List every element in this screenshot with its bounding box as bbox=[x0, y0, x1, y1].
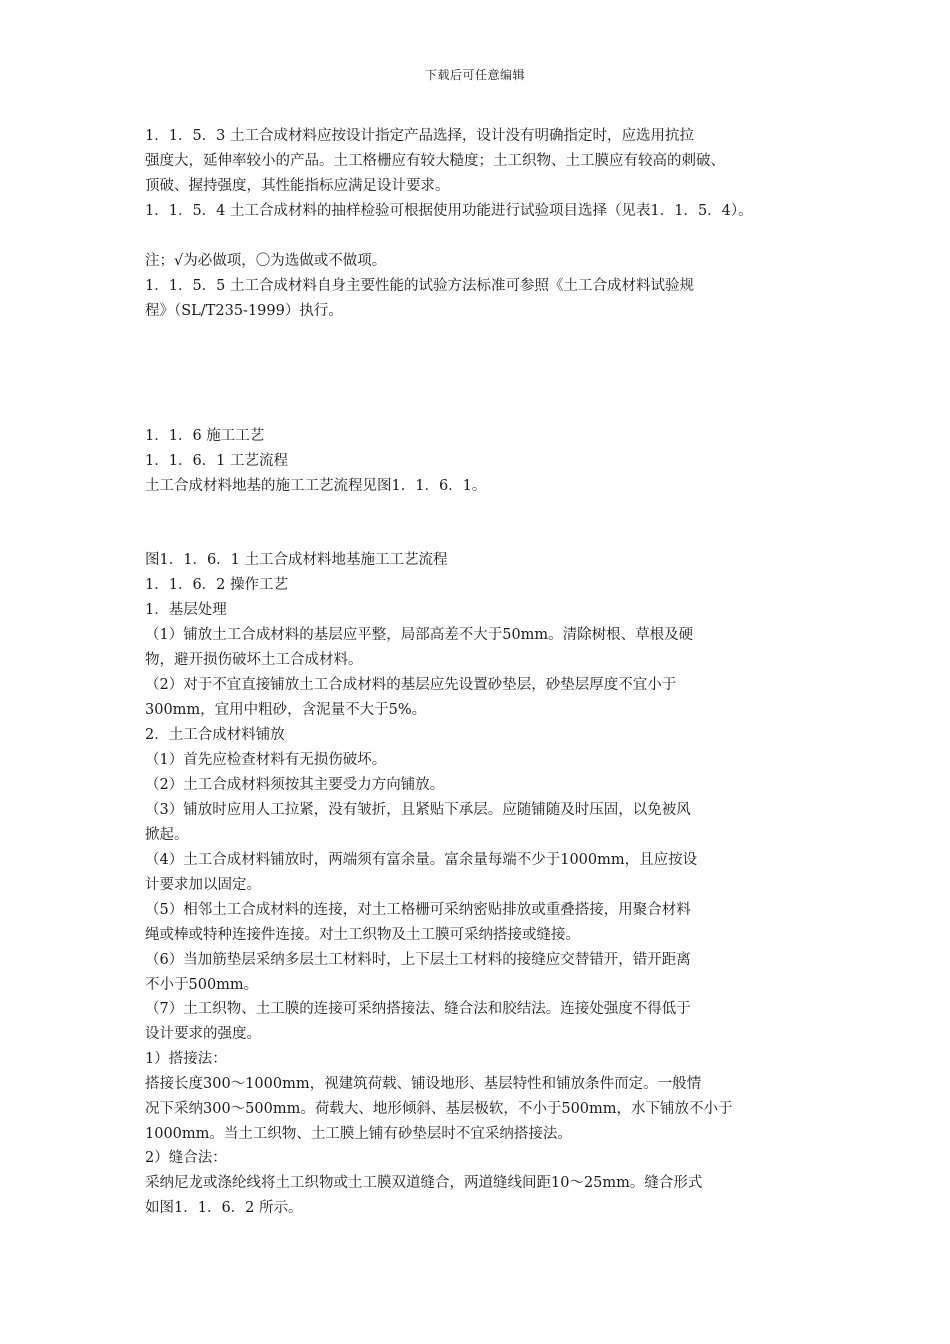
text-line: （5）相邻土工合成材料的连接，对土工格栅可采纳密贴排放或重叠搭接，用聚合材料 bbox=[145, 902, 691, 918]
text-line: 不小于500mm。 bbox=[145, 977, 259, 993]
text-line: 物，避开损伤破坏土工合成材料。 bbox=[145, 652, 363, 668]
text-line: 1．1．5．5 土工合成材料自身主要性能的试验方法标准可参照《土工合成材料试验规 bbox=[145, 278, 695, 294]
text-line: 采纳尼龙或涤纶线将土工织物或土工膜双道缝合，两道缝线间距10～25mm。缝合形式 bbox=[145, 1175, 703, 1191]
text-line: 1000mm。当土工织物、土工膜上铺有砂垫层时不宜采纳搭接法。 bbox=[145, 1126, 572, 1142]
text-line: 计要求加以固定。 bbox=[145, 877, 261, 893]
text-line: 程》（SL/T235-1999）执行。 bbox=[145, 303, 343, 319]
text-line: 1．1．5．4 土工合成材料的抽样检验可根据使用功能进行试验项目选择（见表1．1．5．4）。 bbox=[145, 203, 753, 219]
text-line: 顶破、握持强度，其性能指标应满足设计要求。 bbox=[145, 178, 450, 194]
text-line: 注；√为必做项，〇为选做或不做项。 bbox=[145, 253, 387, 269]
text-line: 况下采纳300～500mm。荷载大、地形倾斜、基层极软，不小于500mm，水下铺放不小于 bbox=[145, 1101, 733, 1117]
text-line: （4）土工合成材料铺放时，两端须有富余量。富余量每端不少于1000mm，且应按设 bbox=[145, 852, 698, 868]
subsection-heading: 1．1．6．1 工艺流程 bbox=[145, 453, 289, 469]
text-line: （1）铺放土工合成材料的基层应平整，局部高差不大于50mm。清除树根、草根及硬 bbox=[145, 627, 694, 643]
text-line: 1．基层处理 bbox=[145, 602, 227, 618]
text-line: 强度大，延伸率较小的产品。土工格栅应有较大糙度；土工织物、土工膜应有较高的刺破、 bbox=[145, 153, 725, 169]
text-line: （7）土工织物、土工膜的连接可采纳搭接法、缝合法和胶结法。连接处强度不得低于 bbox=[145, 1001, 691, 1017]
text-line: 设计要求的强度。 bbox=[145, 1026, 261, 1042]
subsection-heading: 1．1．6．2 操作工艺 bbox=[145, 577, 289, 593]
text-line: 2）缝合法： bbox=[145, 1150, 227, 1166]
text-line: 2．土工合成材料铺放 bbox=[145, 727, 285, 743]
text-line: （6）当加筋垫层采纳多层土工材料时，上下层土工材料的接缝应交替错开，错开距离 bbox=[145, 952, 691, 968]
text-line: 绳或棒或特种连接件连接。对土工织物及土工膜可采纳搭接或缝接。 bbox=[145, 927, 580, 943]
figure-caption: 图1．1．6．1 土工合成材料地基施工工艺流程 bbox=[145, 552, 448, 568]
text-line: （2）对于不宜直接铺放土工合成材料的基层应先设置砂垫层，砂垫层厚度不宜小于 bbox=[145, 677, 677, 693]
text-line: 300mm，宜用中粗砂，含泥量不大于5%。 bbox=[145, 702, 427, 718]
text-line: （3）铺放时应用人工拉紧，没有皱折，且紧贴下承层。应随铺随及时压固，以免被风 bbox=[145, 802, 691, 818]
text-line: 掀起。 bbox=[145, 827, 189, 843]
text-line: （2）土工合成材料须按其主要受力方向铺放。 bbox=[145, 777, 445, 793]
section-heading: 1．1．6 施工工艺 bbox=[145, 428, 265, 444]
text-line: 搭接长度300～1000mm，视建筑荷载、铺设地形、基层特性和铺放条件而定。一般情 bbox=[145, 1076, 702, 1092]
text-line: 1．1．5．3 土工合成材料应按设计指定产品选择，设计没有明确指定时，应选用抗拉 bbox=[145, 128, 695, 144]
page-header: 下载后可任意编辑 bbox=[424, 68, 525, 82]
text-line: 1）搭接法： bbox=[145, 1051, 227, 1067]
text-line: 土工合成材料地基的施工工艺流程见图1．1．6．1。 bbox=[145, 478, 487, 494]
text-line: 如图1．1．6．2 所示。 bbox=[145, 1200, 303, 1216]
text-line: （1）首先应检查材料有无损伤破坏。 bbox=[145, 752, 387, 768]
